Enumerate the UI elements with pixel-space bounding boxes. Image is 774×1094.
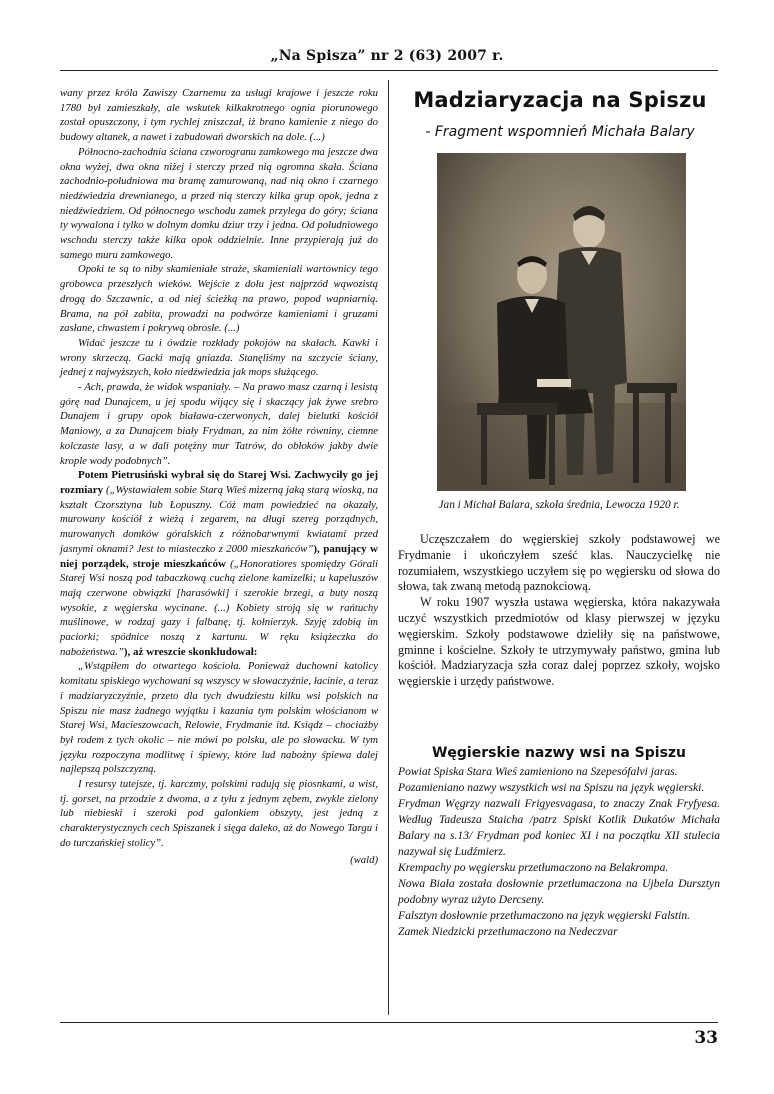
italic-run-1: („Wystawiałem sobie Starą Wieś mizerną jaką starą wioską, na kształt Czorsztyna lub Łopuszny. Cóż mam powiedzieć na okazały, murowany kościół z wieżą i zegarem, na długi szereg porządnych, murowanych domków góralskich z różnobarwnymi kwiatami przed jasnymi oknami? Jest to miasteczko z 2000 mieszkańców”	[60, 483, 378, 555]
bold-run-1: Potem Pietrusiński wybrał się do Starej Wsi. Zachwyciły go jej rozmiary	[60, 469, 378, 496]
names-line: Pozamieniano nazwy wszystkich wsi na Spiszu na język węgierski.	[398, 781, 705, 794]
left-paragraph-6	[60, 468, 378, 659]
header-rule	[60, 70, 718, 71]
photo-illustration	[437, 153, 686, 491]
village-names-list	[398, 764, 720, 940]
signature: (wald)	[350, 853, 378, 866]
article-paragraph-1: Uczęszczałem do węgierskiej szkoły podstawowej we Frydmanie i ukończyłem sześć klas. Nauczycielkę nie rozumiałem, wszystkiego uczyłem się po węgiersku od słowa do słowa, tak zwaną metodą paznokciową.	[398, 532, 720, 594]
names-line: Frydman Węgrzy nazwali Frigyesvagasa, to znaczy Znak Fryfyesa. Według Tadeusza Staicha /patrz Spiski Kotlik Dukatów Michała Balary na s.13/ Frydman pod koniec XI i na początku XII stulecia nazywał się Ludźmierz.	[398, 797, 720, 858]
names-line: Falsztyn dosłownie przetłumaczono na język węgierski Falstin.	[398, 909, 691, 922]
names-line: Nowa Biała została dosłownie przetłumaczona na Ujbela Dursztyn podobny wyraz użyto Dercseny.	[398, 877, 720, 906]
left-paragraph-1: wany przez króla Zawiszy Czarnemu za usługi krajowe i jeszcze roku 1780 był zamieszkały, ale wskutek kilkakrotnego ognia piorunowego został opuszczony, i tym rychlej zniszczał, iż brano kamienie z niego do budowy altanek, a nawet i zabudowań dworskich na dole. (...)	[60, 87, 378, 144]
footer-rule	[60, 1022, 718, 1023]
left-column	[60, 86, 378, 1018]
archival-photo	[437, 153, 686, 491]
article-subtitle: - Fragment wspomnień Michała Balary	[425, 124, 695, 140]
bold-run-3: ), aż wreszcie skonkludował:	[123, 645, 258, 658]
article-paragraph-2: W roku 1907 wyszła ustawa węgierska, która nakazywała uczyć wszystkich przedmiotów od klasy pierwszej w języku węgierskim. Szkoły podstawowe dzieliły się na państwowe, gminne i kościelne. Szkoły te utrzymywały państwo, gmina lub kościół. Madziaryzacja szła coraz dalej poprzez szkoły, wojsko węgierskie i urzędy państwowe.	[398, 595, 720, 689]
article-title: Madziaryzacja na Spiszu	[413, 88, 707, 112]
left-paragraph-2: Północno-zachodnia ściana czworogranu zamkowego ma jeszcze dwa okna wyżej, dwa okna niżej i sterczy przed nią ogromna skała. Ściana zachodnio-południowa ma bramę zamurowaną, nad nią okno i czarnego niedźwiedzia drewnianego, a przed nią sterczy kilka grup opok, jedna z niedźwiedziem. Od północnego wschodu zamek przylega do góry; ściana ty wywalona i tylko w dolnym domku dziur trzy i jedna. Od południowego wschodu sterczy także kilka opok oddzielnie. Inne przypierają już do samego muru zamkowego.	[60, 145, 378, 261]
photo-caption: Jan i Michał Balara, szkoła średnia, Lewocza 1920 r.	[438, 499, 680, 511]
column-divider	[388, 80, 389, 1015]
names-line: Powiat Spiska Stara Wieś zamieniono na Szepesófalvi jaras.	[398, 765, 678, 778]
article-body	[398, 532, 720, 690]
bold-run-2: ), panujący w niej porządek, stroje mieszkańców	[60, 542, 378, 570]
left-paragraph-7: „Wstąpiłem do otwartego kościoła. Ponieważ duchowni katolicy komitatu spiskiego wychowani są wszyscy w słowaczyźnie, łacinie, a teraz i madziaryzczyźnie, przeto dla tych dwudziestu kilku wsi polskich na Spiszu nie masz żadnego wyjątku i kazania tym polskim włościanom w Starej Wsi, Macieszowcach, Relowie, Frydmanie itd. Ksiądz – chociażby był rodem z tych okolic – nie mówi po polsku, ale po słowacku. W tym języku rozpoczyna modlitwę i śpiewy, które lud nabożny śpiewa dalej najlepszą polszczyzną.	[60, 660, 378, 776]
left-paragraph-5: - Ach, prawda, że widok wspaniały. – Na prawo masz czarną i lesistą górę nad Dunajcem, u jej spodu wijący się i skaczący jak żywe srebro Dunajem i grupy opok biaława-czerwonych, dalej bielutki kościół Maniowy, a za Dunajcem biały Frydman, za nim żółte równiny, ciemne kolczaste lasy, a w dali potężny mur Tatrów, do obłoków jakby dwie krople wody podobnych”.	[60, 381, 378, 467]
page-number: 33	[694, 1028, 718, 1048]
left-paragraph-8: I resursy tutejsze, tj. karczmy, polskimi radują się piosnkami, a wist, tj. gorset, na przodzie z dwoma, a z tyłu z jednym zębem, zwykle zielony lub niebieski i szeroki pod galonkiem obszyty, jest jedną z charakterystycznych cech Spiszanek i sięga daleko, aż do Nowego Targu i do turczańskiej stolicy”.	[60, 778, 378, 849]
names-line: Krempachy po węgiersku przetłumaczono na Belakrompa.	[398, 861, 669, 874]
running-header: „Na Spisza” nr 2 (63) 2007 r.	[270, 48, 504, 64]
left-paragraph-4: Widać jeszcze tu i ówdzie rozkłady pokojów na skałach. Kawki i wrony skrzeczą. Gacki mają gniazda. Stanęliśmy na szczycie ściany, jednej z najwyższych, koło niedźwiedzia jak mops służącego.	[60, 336, 378, 379]
italic-run-2: („Honoratiores spomiędzy Górali Starej Wsi noszą pod tabaczkową cuchą zielone kamizelki; u kapeluszów mają czerwone obwiązki [harasówki] i szerokie brzegi, a buty noszą wysokie, z węgierska wycinane. (...) Kobiety stroją się w rańtuchy muślinowe, w rodzaj gazy i falbanę, tj. kołnierzyk. Szyję zdobią im paciorki; spódnice noszą z kartunu. W ręku książeczka do nabożeństwa.”	[60, 557, 378, 658]
section-heading: Węgierskie nazwy wsi na Spiszu	[431, 745, 687, 761]
names-line: Zamek Niedzicki przetłumaczono na Nedeczvar	[398, 925, 618, 938]
left-paragraph-3: Opoki te są to niby skamieniałe straże, skamieniali wartownicy tego grobowca przeszłych wieków. Wejście z dołu jest najprzód wąwozistą drogą do Szczawnic, a od niej ścieżką na prawo, popod wapniarnią. Brama, na pół zabita, prowadzi na podwórze kamieniami i gruzami zasłane, chwastem i pokrywą obrosłe. (...)	[60, 263, 378, 335]
